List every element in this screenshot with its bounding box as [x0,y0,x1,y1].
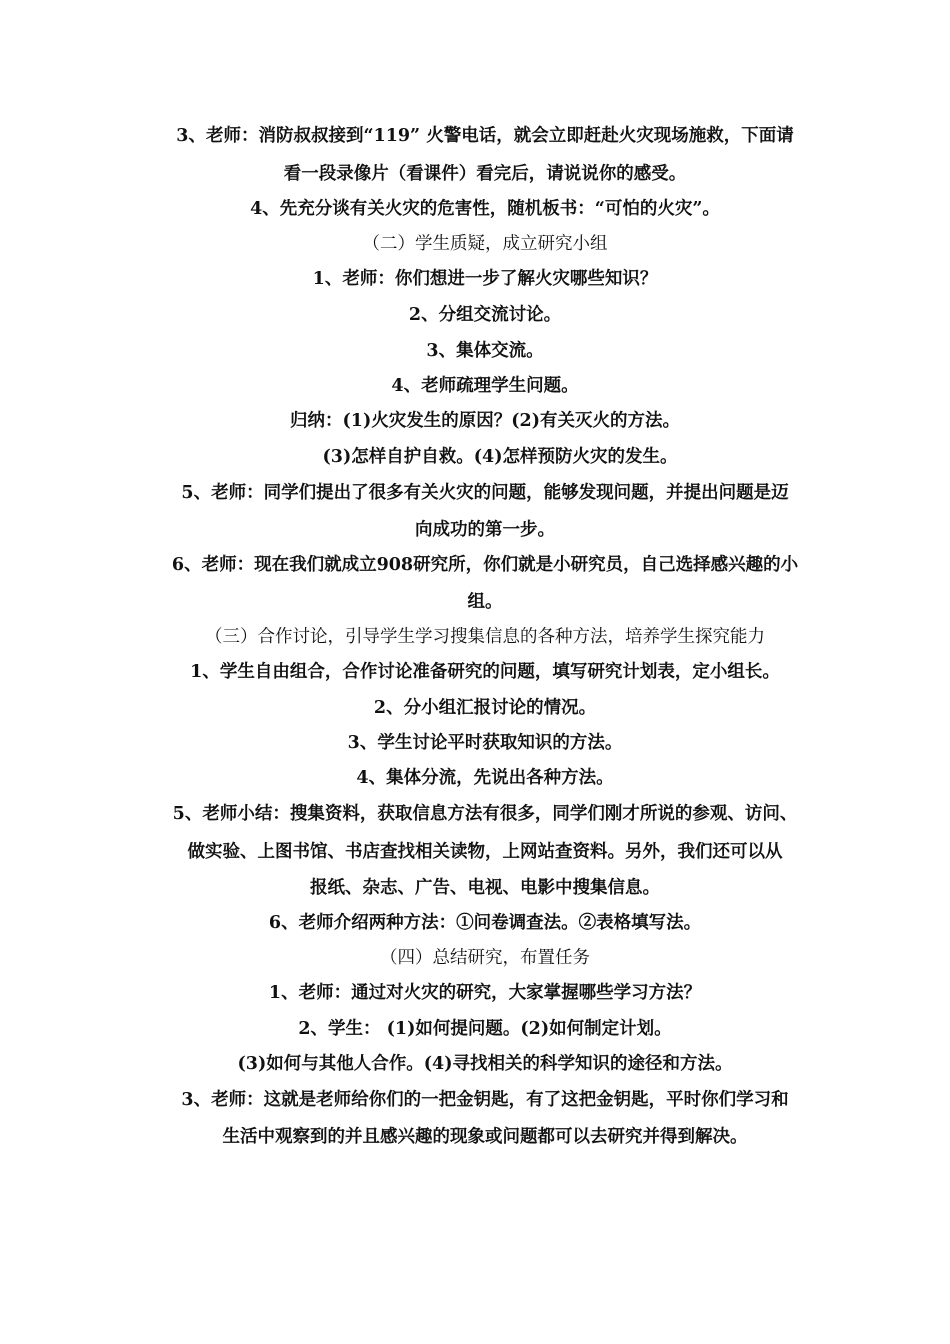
text-line: 生活中观察到的并且感兴趣的现象或问题都可以去研究并得到解决。 [222,1127,748,1147]
section-heading: （四）总结研究，布置任务 [380,948,590,968]
text-line: 6、老师介绍两种方法：①问卷调查法。②表格填写法。 [268,913,702,933]
text-line: 6、老师：现在我们就成立908研究所，你们就是小研究员，自己选择感兴趣的小 [171,555,799,575]
text-line: 5、老师：同学们提出了很多有关火灾的问题，能够发现问题，并提出问题是迈 [181,483,789,503]
text-line: (3)怎样自护自救。(4)怎样预防火灾的发生。 [322,447,678,467]
text-line: 1、老师：通过对火灾的研究，大家掌握哪些学习方法？ [268,983,702,1003]
text-line: 1、学生自由组合，合作讨论准备研究的问题，填写研究计划表，定小组长。 [190,662,780,682]
section-heading: （三）合作讨论，引导学生学习搜集信息的各种方法，培养学生探究能力 [205,627,765,647]
section-heading: （二）学生质疑，成立研究小组 [362,234,608,254]
text-line: 4、集体分流，先说出各种方法。 [356,768,614,788]
text-line: 3、学生讨论平时获取知识的方法。 [347,733,623,753]
text-line: 组。 [467,592,503,612]
text-line: 做实验、上图书馆、书店查找相关读物，上网站查资料。另外，我们还可以从 [187,842,783,862]
text-line: 向成功的第一步。 [415,520,555,540]
text-line: 归纳：(1)火灾发生的原因？(2)有关灭火的方法。 [290,411,680,431]
text-line: 5、老师小结：搜集资料，获取信息方法有很多，同学们刚才所说的参观、访问、 [172,804,798,824]
text-line: 2、分小组汇报讨论的情况。 [373,698,597,718]
text-line: 报纸、杂志、广告、电视、电影中搜集信息。 [310,878,660,898]
text-line: 3、老师：消防叔叔接到“119” 火警电话，就会立即赶赴火灾现场施救，下面请 [176,126,794,146]
text-line: 2、分组交流讨论。 [408,305,562,325]
text-line: 看一段录像片（看课件）看完后，请说说你的感受。 [283,164,687,184]
text-line: 4、老师疏理学生问题。 [391,376,579,396]
text-line: 2、学生： (1)如何提问题。(2)如何制定计划。 [298,1019,672,1039]
text-line: (3)如何与其他人合作。(4)寻找相关的科学知识的途径和方法。 [237,1054,733,1074]
text-line: 1、老师：你们想进一步了解火灾哪些知识？ [312,269,658,289]
text-line: 3、集体交流。 [426,341,544,361]
text-line: 4、先充分谈有关火灾的危害性，随机板书：“可怕的火灾”。 [250,199,720,219]
text-line: 3、老师：这就是老师给你们的一把金钥匙，有了这把金钥匙，平时你们学习和 [181,1090,789,1110]
